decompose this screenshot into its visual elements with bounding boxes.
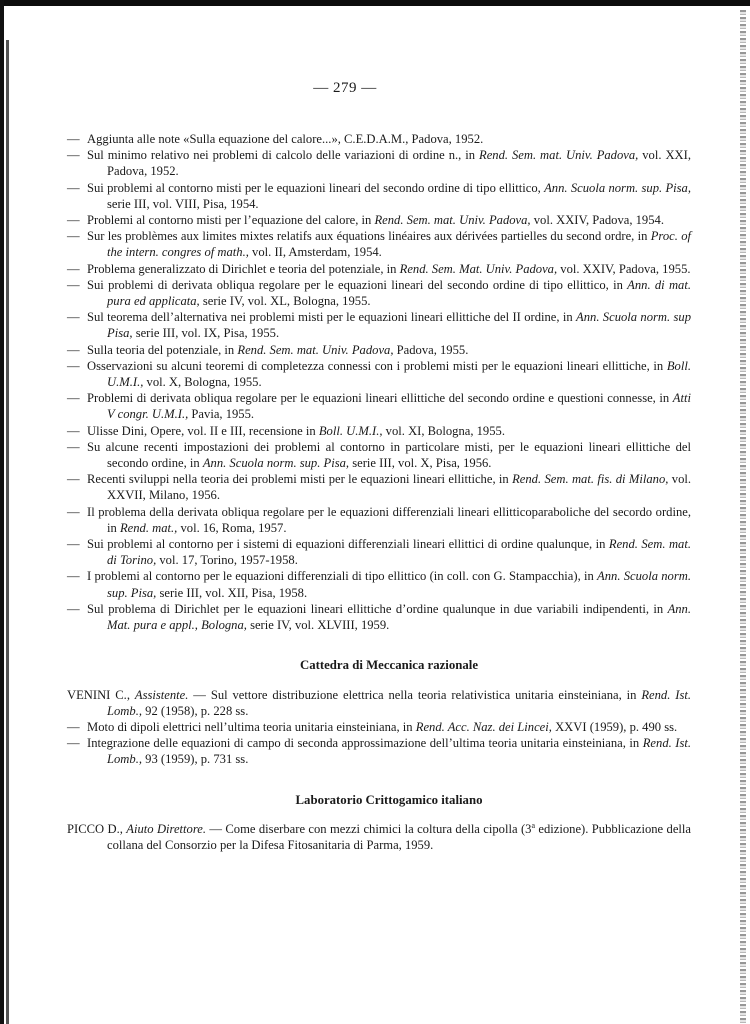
- entry-text: Sui problemi di derivata obliqua regolare per le equazioni lineari del secondo ordine di tipo ellittico, in: [87, 277, 628, 292]
- entry-text: Sul teorema dell’alternativa nei problemi misti per le equazioni lineari ellittiche del II ordine, in: [87, 310, 577, 325]
- author-role: Assistente.: [134, 687, 189, 702]
- journal-title: Proc. of the intern. congres of math.,: [107, 229, 692, 260]
- document-body: [67, 131, 691, 853]
- journal-title: Rend. Ist. Lomb.,: [107, 736, 692, 767]
- entry-text: vol. XI, Bologna, 1955.: [382, 423, 505, 438]
- entry-dash: —: [67, 132, 80, 146]
- entry-text: Su alcune recenti impostazioni dei problemi al contorno in particolare misti, per le equazioni lineari ellittiche del secondo ordine, in: [87, 439, 691, 471]
- publication-entry: [67, 471, 691, 503]
- publication-entry: [67, 277, 691, 309]
- scan-border-left-inner: [6, 40, 9, 1024]
- author-separator: —: [206, 821, 226, 836]
- entry-text: vol. 17, Torino, 1957-1958.: [156, 553, 298, 568]
- publication-entry: [67, 536, 691, 568]
- entry-dash: —: [67, 310, 80, 325]
- entry-text: serie III, vol. IX, Pisa, 1955.: [132, 326, 280, 341]
- entry-dash: —: [67, 213, 80, 228]
- journal-title: Ann. Scuola norm. sup. Pisa,: [202, 456, 350, 471]
- entry-dash: —: [67, 180, 80, 195]
- entry-text: Padova, 1955.: [393, 342, 469, 357]
- publication-entry: [67, 601, 691, 633]
- entry-dash: —: [67, 261, 80, 276]
- publication-entry: [67, 212, 691, 228]
- entry-text: serie III, vol. X, Pisa, 1956.: [349, 456, 492, 471]
- journal-title: Ann. Scuola norm. sup Pisa,: [107, 310, 692, 341]
- entry-text: Ulisse Dini, Opere, vol. II e III, recensione in: [87, 423, 319, 438]
- publication-entry: [67, 719, 691, 735]
- entry-dash: —: [67, 569, 80, 584]
- entry-text: vol. II, Amsterdam, 1954.: [248, 245, 382, 260]
- publication-entry: [67, 687, 691, 719]
- entry-dash: —: [67, 229, 80, 244]
- publication-entry: [67, 439, 691, 471]
- entry-text: serie IV, vol. XL, Bologna, 1955.: [199, 294, 371, 309]
- entry-text: serie IV, vol. XLVIII, 1959.: [246, 618, 390, 633]
- journal-title: Ann. Scuola norm. sup. Pisa,: [107, 569, 691, 600]
- entry-dash: —: [67, 504, 80, 519]
- entry-text: 93 (1959), p. 731 ss.: [142, 752, 249, 767]
- journal-title: Rend. mat.,: [119, 520, 178, 535]
- entry-dash: —: [67, 342, 80, 357]
- entry-text: Osservazioni su alcuni teoremi di completezza connessi con i problemi misti per le equazioni lineari ellittiche, in: [87, 358, 667, 373]
- entry-text: Sul vettore distribuzione elettrica nella teoria relativistica unitaria einsteiniana, in: [210, 687, 642, 702]
- entry-text: vol. XXIV, Padova, 1955.: [557, 261, 691, 276]
- publication-entry: [67, 423, 691, 439]
- journal-title: Rend. Sem. mat. fis. di Milano,: [512, 472, 669, 487]
- publication-entry: [67, 358, 691, 390]
- entry-dash: —: [67, 391, 80, 406]
- entry-text: XXVI (1959), p. 490 ss.: [551, 719, 678, 734]
- author-name: VENINI C.,: [67, 687, 130, 702]
- entry-text: Sul minimo relativo nei problemi di calcolo delle variazioni di ordine n., in: [87, 148, 479, 163]
- journal-title: Atti V congr. U.M.I.,: [107, 391, 691, 422]
- entry-dash: —: [67, 358, 80, 373]
- journal-title: Rend. Sem. mat. Univ. Padova,: [374, 213, 531, 228]
- entry-text: serie III, vol. VIII, Pisa, 1954.: [107, 196, 259, 211]
- publication-entry: [67, 568, 691, 600]
- scan-border-top: [0, 0, 750, 6]
- publication-entry: [67, 180, 691, 212]
- journal-title: Rend. Sem. mat. di Torino,: [107, 537, 691, 568]
- publication-entry: [67, 390, 691, 422]
- journal-title: Rend. Sem. Mat. Univ. Padova,: [399, 261, 558, 276]
- journal-title: Rend. Sem. mat. Univ. Padova,: [479, 148, 639, 163]
- journal-title: Rend. Acc. Naz. dei Lincei,: [415, 719, 552, 734]
- entry-dash: —: [67, 423, 80, 438]
- entry-dash: —: [67, 277, 80, 292]
- author-separator: —: [188, 687, 211, 702]
- entry-text: Il problema della derivata obliqua regolare per le equazioni differenziali lineari ellitticoparaboliche del secordo ordine, in: [87, 504, 691, 535]
- entry-text: Integrazione delle equazioni di campo di seconda approssimazione dell’ultima teoria unitaria einsteiniana, in: [87, 736, 643, 751]
- entry-text: Recenti sviluppi nella teoria dei problemi misti per le equazioni lineari ellittiche, in: [87, 472, 513, 487]
- page-number: — 279 —: [313, 80, 377, 96]
- journal-title: Rend. Ist. Lomb.,: [107, 687, 691, 718]
- entry-text: Sulla teoria del potenziale, in: [87, 342, 238, 357]
- publication-list-venini: [67, 687, 691, 768]
- entry-text: 92 (1958), p. 228 ss.: [142, 703, 249, 718]
- entry-text: Sui problemi al contorno per i sistemi di equazioni differenziali lineari ellittici di ordine qualunque, in: [87, 537, 609, 552]
- journal-title: Boll. U.M.I.,: [107, 358, 691, 390]
- entry-dash: —: [67, 537, 80, 552]
- entry-text: vol. XXVII, Milano, 1956.: [107, 472, 692, 503]
- journal-title: Ann. Scuola norm. sup. Pisa,: [544, 180, 691, 195]
- author-name: PICCO D.,: [67, 821, 123, 836]
- entry-text: I problemi al contorno per le equazioni differenziali di tipo ellittico (in coll. con G. Stampacchia), in: [87, 569, 598, 584]
- entry-text: Sul problema di Dirichlet per le equazioni lineari ellittiche d’ordine qualunque in due variabili indipendenti, in: [87, 601, 668, 616]
- scan-border-right: [740, 10, 746, 1024]
- publication-entry: [67, 131, 691, 147]
- entry-text: Sur les problèmes aux limites mixtes relatifs aux équations linéaires aux dérivées partielles du second ordre, in: [87, 229, 651, 244]
- entry-text: Come diserbare con mezzi chimici la coltura della cipolla (3: [225, 821, 532, 836]
- entry-text: serie III, vol. XII, Pisa, 1958.: [156, 585, 308, 600]
- publication-entry: [67, 261, 691, 277]
- entry-dash: —: [67, 439, 80, 454]
- entry-text: Problemi di derivata obliqua regolare per le equazioni lineari ellittiche del secondo ordine e questioni connesse, in: [87, 391, 673, 406]
- entry-text: Sui problemi al contorno misti per le equazioni lineari del secondo ordine di tipo ellittico,: [87, 180, 545, 195]
- entry-text: Problema generalizzato di Dirichlet e teoria del potenziale, in: [87, 261, 400, 276]
- entry-text: Moto di dipoli elettrici nell’ultima teoria unitaria einsteiniana, in: [87, 719, 416, 734]
- entry-text: Problemi al contorno misti per l’equazione del calore, in: [87, 213, 375, 228]
- journal-title: Boll. U.M.I.,: [318, 423, 383, 438]
- publication-entry: [67, 342, 691, 358]
- entry-text: vol. XXIV, Padova, 1954.: [530, 213, 664, 228]
- publication-entry: [67, 735, 691, 767]
- publication-entry: [67, 147, 691, 179]
- journal-title: Ann. di mat. pura ed applicata,: [107, 277, 691, 309]
- entry-dash: —: [67, 601, 80, 616]
- entry-text-cont: edizione). Pubblicazione della collana del Consorzio per la Difesa Fitosanitaria di Parma, 1959.: [107, 821, 691, 852]
- journal-title: Ann. Mat. pura e appl., Bologna,: [107, 601, 691, 633]
- entry-dash: —: [67, 736, 80, 751]
- entry-text: vol. X, Bologna, 1955.: [143, 375, 262, 390]
- entry-dash: —: [67, 719, 80, 734]
- publication-list: [67, 131, 691, 633]
- publication-entry: [67, 504, 691, 536]
- publication-entry-picco: [67, 821, 691, 853]
- entry-text: vol. XXI, Padova, 1952.: [107, 148, 691, 179]
- publication-entry: [67, 228, 691, 260]
- section-title-meccanica: Cattedra di Meccanica razionale: [299, 658, 479, 673]
- superscript: a: [531, 820, 536, 830]
- entry-text: Pavia, 1955.: [188, 407, 255, 422]
- publication-entry: [67, 309, 691, 341]
- entry-dash: —: [67, 148, 80, 163]
- entry-text: Aggiunta alle note «Sulla equazione del calore...», C.E.D.A.M., Padova, 1952.: [87, 132, 484, 146]
- section-title-laboratorio: Laboratorio Crittogamico italiano: [295, 792, 483, 807]
- author-role: Aiuto Direttore.: [126, 821, 207, 836]
- journal-title: Rend. Sem. mat. Univ. Padova,: [237, 342, 394, 357]
- scan-border-left: [0, 0, 4, 1024]
- entry-text: vol. 16, Roma, 1957.: [177, 520, 287, 535]
- entry-dash: —: [67, 472, 80, 487]
